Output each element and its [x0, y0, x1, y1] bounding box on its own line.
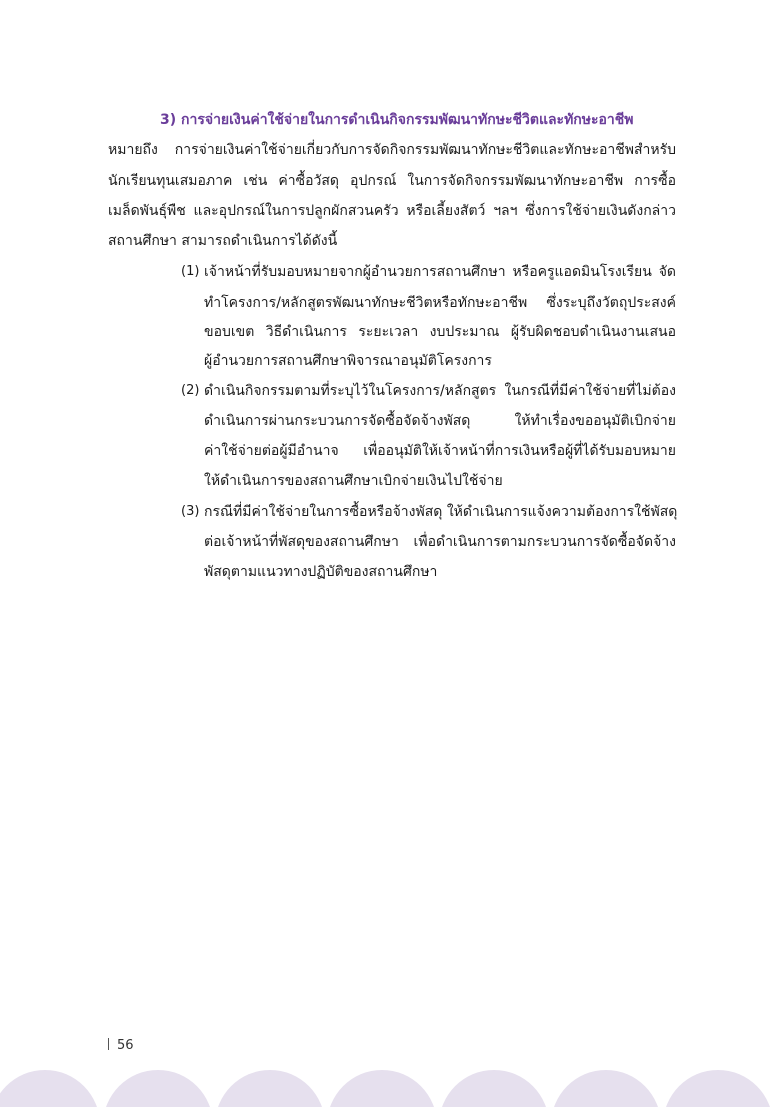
decorative-circle — [551, 1070, 661, 1107]
item-line: ผู้อำนวยการสถานศึกษาพิจารณาอนุมัติโครงการ — [204, 353, 492, 369]
item-line: ค่าใช้จ่ายต่อผู้มีอำนาจ เพื่ออนุมัติให้เจ้าหน้าที่การเงินหรือผู้ที่ได้รับมอบหมาย — [204, 443, 676, 459]
item-number: (2) — [181, 383, 200, 398]
intro-line: สถานศึกษา สามารถดำเนินการได้ดังนี้ — [108, 233, 338, 249]
decorative-circle — [215, 1070, 325, 1107]
page-number-value: 56 — [117, 1038, 134, 1053]
intro-line: หมายถึง การจ่ายเงินค่าใช้จ่ายเกี่ยวกับการจัดกิจกรรมพัฒนาทักษะชีวิตและทักษะอาชีพสำหรับ — [108, 142, 676, 158]
intro-line: เมล็ดพันธุ์พืช และอุปกรณ์ในการปลูกผักสวนครัว หรือเลี้ยงสัตว์ ฯลฯ ซึ่งการใช้จ่ายเงินดังกล่าว — [108, 203, 676, 219]
decorative-circle — [439, 1070, 549, 1107]
decorative-circle — [663, 1070, 773, 1107]
item-line: ดำเนินการผ่านกระบวนการจัดซื้อจัดจ้างพัสดุ ให้ทำเรื่องขออนุมัติเบิกจ่าย — [204, 413, 676, 429]
item-line: ขอบเขต วิธีดำเนินการ ระยะเวลา งบประมาณ ผู้รับผิดชอบดำเนินงานเสนอ — [204, 324, 676, 340]
item-line: พัสดุตามแนวทางปฏิบัติของสถานศึกษา — [204, 564, 438, 580]
decorative-circle — [103, 1070, 213, 1107]
item-line: ดำเนินกิจกรรมตามที่ระบุไว้ในโครงการ/หลักสูตร ในกรณีที่มีค่าใช้จ่ายที่ไม่ต้อง — [204, 383, 676, 399]
page-number — [108, 1038, 134, 1053]
intro-line: นักเรียนทุนเสมอภาค เช่น ค่าซื้อวัสดุ อุปกรณ์ ในการจัดกิจกรรมพัฒนาทักษะอาชีพ การซื้อ — [108, 173, 676, 189]
decorative-circle — [327, 1070, 437, 1107]
decorative-circle — [0, 1070, 100, 1107]
page-number-divider — [108, 1038, 109, 1050]
item-line: ให้ดำเนินการของสถานศึกษาเบิกจ่ายเงินไปใช้จ่าย — [204, 473, 503, 489]
item-line: ทำโครงการ/หลักสูตรพัฒนาทักษะชีวิตหรือทักษะอาชีพ ซึ่งระบุถึงวัตถุประสงค์ — [204, 295, 676, 311]
item-line: กรณีที่มีค่าใช้จ่ายในการซื้อหรือจ้างพัสดุ ให้ดำเนินการแจ้งความต้องการใช้พัสดุ — [204, 504, 678, 520]
item-number: (1) — [181, 264, 200, 279]
item-line: ต่อเจ้าหน้าที่พัสดุของสถานศึกษา เพื่อดำเนินการตามกระบวนการจัดซื้อจัดจ้าง — [204, 534, 676, 550]
item-number: (3) — [181, 504, 200, 519]
section-heading: 3) การจ่ายเงินค่าใช้จ่ายในการดำเนินกิจกรรมพัฒนาทักษะชีวิตและทักษะอาชีพ — [160, 112, 634, 128]
item-line: เจ้าหน้าที่รับมอบหมายจากผู้อำนวยการสถานศึกษา หรือครูแอดมินโรงเรียน จัด — [204, 264, 676, 280]
